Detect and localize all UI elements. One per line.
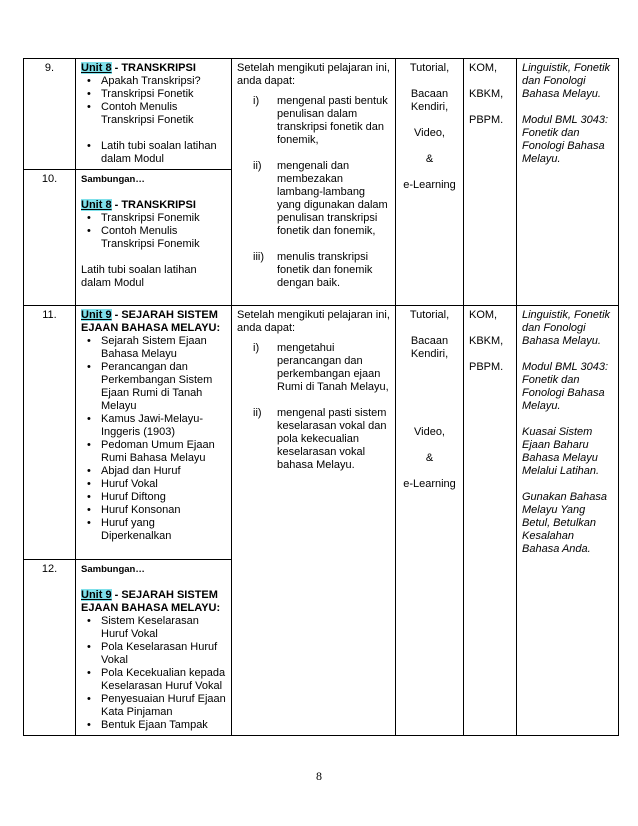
list-item: • Apakah Transkripsi? — [81, 75, 226, 88]
list-item — [237, 342, 390, 394]
topic-title: - TRANSKRIPSI — [111, 62, 196, 74]
outcomes-intro: Setelah mengikuti pelajaran ini, anda dapat: — [237, 62, 390, 87]
evaluation-item — [469, 75, 511, 88]
evaluation-cell — [464, 59, 517, 306]
list-item — [237, 95, 390, 147]
method-item: Tutorial, — [409, 309, 450, 321]
table-row — [24, 306, 619, 560]
list-item: • Pedoman Umum Ejaan Rumi Bahasa Melayu — [81, 439, 226, 465]
method-item — [401, 374, 458, 387]
list-item: • Abjad dan Huruf — [81, 465, 226, 478]
table-row — [24, 59, 619, 170]
list-item: • Sistem Keselarasan Huruf Vokal — [81, 615, 226, 641]
evaluation-item: PBPM. — [469, 361, 504, 373]
reference-item: Linguistik, Fonetik dan Fonologi Bahasa Melayu. — [522, 309, 611, 347]
list-item: • Contoh Menulis Transkripsi Fonetik — [81, 101, 226, 127]
method-item — [401, 465, 458, 478]
method-item — [401, 166, 458, 179]
evaluation-item — [469, 348, 511, 361]
teaching-method-cell — [396, 306, 464, 736]
week-number: 10. — [24, 170, 76, 306]
outcome-marker: iii) — [253, 251, 264, 263]
topic-cell — [76, 560, 232, 736]
method-item — [401, 387, 458, 400]
reference-item: Kuasai Sistem Ejaan Baharu Bahasa Melayu Melalui Latihan. — [522, 426, 600, 477]
reference-item: Gunakan Bahasa Melayu Yang Betul, Betulkan Kesalahan Bahasa Anda. — [522, 491, 608, 555]
method-item: e-Learning — [403, 478, 456, 490]
evaluation-item: KBKM, — [469, 88, 504, 100]
outcome-text: mengetahui perancangan dan perkembangan ejaan Rumi di Tanah Melayu, — [277, 342, 389, 393]
reference-item: Modul BML 3043: Fonetik dan Fonologi Bahasa Melayu. — [522, 361, 609, 412]
outcome-text: mengenali dan membezakan lambang-lambang yang digunakan dalam penulisan transkripsi fonetik dan fonemik, — [277, 160, 388, 237]
course-schedule-table — [23, 58, 619, 736]
topic-list — [81, 75, 226, 127]
method-item — [401, 400, 458, 413]
topic-title: - TRANSKRIPSI — [111, 199, 196, 211]
references-cell — [517, 306, 619, 736]
topic-list — [81, 212, 226, 251]
method-item: & — [425, 153, 434, 165]
method-item: e-Learning — [403, 179, 456, 191]
evaluation-item: KOM, — [469, 309, 498, 321]
unit-tag: Unit 8 — [81, 199, 112, 211]
method-item: Bacaan Kendiri, — [410, 335, 449, 360]
page-number: 8 — [316, 769, 322, 783]
outcomes-list — [237, 342, 390, 472]
list-item: • Huruf yang Diperkenalkan — [81, 517, 226, 543]
unit-tag: Unit 9 — [81, 309, 112, 321]
evaluation-item — [469, 322, 511, 335]
evaluation-item — [469, 101, 511, 114]
unit-tag: Unit 8 — [81, 62, 112, 74]
method-item — [401, 114, 458, 127]
method-item: Tutorial, — [409, 62, 450, 74]
list-item — [237, 160, 390, 238]
list-item: • Transkripsi Fonemik — [81, 212, 226, 225]
topic-note: Latih tubi soalan latihan dalam Modul — [81, 264, 197, 289]
teaching-method-cell — [396, 59, 464, 306]
topic-cell — [76, 59, 232, 170]
topic-title: - SEJARAH SISTEM EJAAN BAHASA MELAYU: — [81, 309, 221, 334]
evaluation-cell — [464, 306, 517, 736]
list-item: • Latih tubi soalan latihan dalam Modul — [81, 140, 226, 166]
topic-title: - SEJARAH SISTEM EJAAN BAHASA MELAYU: — [81, 589, 221, 614]
list-item — [237, 407, 390, 472]
topic-list — [81, 615, 226, 732]
reference-item: Modul BML 3043: Fonetik dan Fonologi Bahasa Melayu. — [522, 114, 609, 165]
list-item: • Huruf Diftong — [81, 491, 226, 504]
method-item: Video, — [414, 426, 445, 438]
evaluation-item: KBKM, — [469, 335, 504, 347]
learning-outcomes-cell — [232, 306, 396, 736]
topic-list — [81, 140, 226, 166]
topic-list — [81, 335, 226, 543]
list-item: • Pola Keselarasan Huruf Vokal — [81, 641, 226, 667]
method-item — [401, 413, 458, 426]
method-item — [401, 439, 458, 452]
method-item: Video, — [414, 127, 445, 139]
list-item: • Pola Kecekualian kepada Keselarasan Huruf Vokal — [81, 667, 226, 693]
references-cell — [517, 59, 619, 306]
outcome-marker: ii) — [253, 160, 262, 172]
outcome-text: mengenal pasti sistem keselarasan vokal dan pola kekecualian keselarasan vokal bahasa Melayu. — [277, 407, 387, 471]
week-number: 11. — [24, 306, 76, 560]
continued-label: Sambungan… — [81, 174, 145, 185]
method-item: & — [425, 452, 434, 464]
list-item — [237, 251, 390, 290]
method-item — [401, 75, 458, 88]
list-item: • Kamus Jawi-Melayu-Inggeris (1903) — [81, 413, 226, 439]
list-item: • Sejarah Sistem Ejaan Bahasa Melayu — [81, 335, 226, 361]
list-item: • Huruf Vokal — [81, 478, 226, 491]
outcome-text: mengenal pasti bentuk penulisan dalam transkripsi fonetik dan fonemik, — [277, 95, 388, 146]
list-item: • Huruf Konsonan — [81, 504, 226, 517]
outcome-text: menulis transkripsi fonetik dan fonemik dengan baik. — [277, 251, 373, 289]
outcome-marker: i) — [253, 95, 260, 107]
method-item — [401, 361, 458, 374]
learning-outcomes-cell — [232, 59, 396, 306]
outcomes-list — [237, 95, 390, 290]
method-item: Bacaan Kendiri, — [410, 88, 449, 113]
continued-label: Sambungan… — [81, 564, 145, 575]
evaluation-item: KOM, — [469, 62, 498, 74]
topic-cell — [76, 306, 232, 560]
list-item: • Perancangan dan Perkembangan Sistem Ejaan Rumi di Tanah Melayu — [81, 361, 226, 413]
outcomes-intro: Setelah mengikuti pelajaran ini, anda dapat: — [237, 309, 390, 334]
outcome-marker: ii) — [253, 407, 262, 419]
method-item — [401, 322, 458, 335]
reference-item: Linguistik, Fonetik dan Fonologi Bahasa Melayu. — [522, 62, 611, 100]
week-number: 12. — [24, 560, 76, 736]
method-item — [401, 140, 458, 153]
week-number: 9. — [24, 59, 76, 170]
evaluation-item: PBPM. — [469, 114, 504, 126]
list-item: • Penyesuaian Huruf Ejaan Kata Pinjaman — [81, 693, 226, 719]
topic-cell — [76, 170, 232, 306]
outcome-marker: i) — [253, 342, 260, 354]
list-item: • Contoh Menulis Transkripsi Fonemik — [81, 225, 226, 251]
unit-tag: Unit 9 — [81, 589, 112, 601]
list-item: • Bentuk Ejaan Tampak — [81, 719, 226, 732]
list-item: • Transkripsi Fonetik — [81, 88, 226, 101]
